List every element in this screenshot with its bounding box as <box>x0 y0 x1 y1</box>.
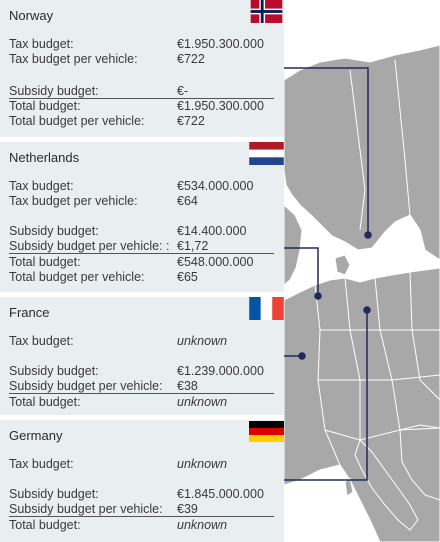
row-label: Tax budget: <box>9 334 74 348</box>
row-value: €534.000.000 <box>177 179 254 193</box>
subsidy-budget-row <box>9 224 274 239</box>
row-label: Subsidy budget: <box>9 84 99 98</box>
germany-connector-dot <box>364 307 370 313</box>
row-value: €1.239.000.000 <box>177 364 264 378</box>
subsidy-budget-row <box>9 487 274 502</box>
row-value: €548.000.000 <box>177 255 254 269</box>
row-label: Subsidy budget per vehicle: <box>9 379 163 393</box>
country-title: Germany <box>9 428 63 443</box>
row-value: €64 <box>177 194 198 208</box>
row-value: unknown <box>177 395 228 409</box>
netherlands-panel <box>0 142 284 292</box>
total-budget-per-vehicle-row <box>9 114 274 129</box>
row-label: Total budget per vehicle: <box>9 114 145 128</box>
row-value: €39 <box>177 502 198 516</box>
france-panel <box>0 297 284 415</box>
tax-budget-row <box>9 457 274 472</box>
germany-panel <box>0 420 284 542</box>
row-label: Total budget per vehicle: <box>9 270 145 284</box>
continent-shape <box>284 268 440 542</box>
france-flag-icon <box>249 297 284 320</box>
row-label: Tax budget: <box>9 179 74 193</box>
subsidy-budget-per-vehicle-row <box>9 379 274 394</box>
row-label: Total budget: <box>9 99 81 113</box>
norway-connector-dot <box>365 232 371 238</box>
germany-flag-icon <box>249 420 284 443</box>
row-value: unknown <box>177 518 228 532</box>
row-value: unknown <box>177 334 228 348</box>
row-label: Tax budget per vehicle: <box>9 52 138 66</box>
row-value: €1,72 <box>177 239 209 253</box>
row-value: €722 <box>177 114 205 128</box>
norway-flag-icon <box>249 0 284 23</box>
britain-shape <box>284 205 302 285</box>
scandinavia-shape <box>284 45 440 260</box>
tax-budget-row <box>9 37 274 52</box>
tax-budget-row <box>9 179 274 194</box>
subsidy-budget-row <box>9 84 274 99</box>
row-label: Tax budget: <box>9 457 74 471</box>
tax-budget-per-vehicle-row <box>9 52 274 67</box>
row-value: €14.400.000 <box>177 224 247 238</box>
row-value: €- <box>177 84 189 98</box>
norway-panel <box>0 0 284 137</box>
row-value: unknown <box>177 457 228 471</box>
country-title: France <box>9 305 50 320</box>
denmark-shape <box>335 255 350 275</box>
netherlands-flag-icon <box>249 142 284 165</box>
total-budget-row <box>9 255 274 270</box>
row-value: €1.950.300.000 <box>177 37 264 51</box>
row-label: Total budget: <box>9 518 81 532</box>
netherlands-connector-dot <box>315 293 321 299</box>
row-value: €65 <box>177 270 198 284</box>
row-label: Subsidy budget per vehicle: : <box>9 239 170 253</box>
row-label: Total budget: <box>9 395 81 409</box>
subsidy-budget-per-vehicle-row <box>9 239 274 254</box>
subsidy-budget-per-vehicle-row <box>9 502 274 517</box>
tax-budget-row <box>9 334 274 349</box>
row-label: Total budget: <box>9 255 81 269</box>
total-budget-row <box>9 395 274 410</box>
row-value: €38 <box>177 379 198 393</box>
row-value: €1.950.300.000 <box>177 99 264 113</box>
row-value: €722 <box>177 52 205 66</box>
row-label: Tax budget: <box>9 37 74 51</box>
country-title: Norway <box>9 8 54 23</box>
country-title: Netherlands <box>9 150 80 165</box>
row-label: Subsidy budget per vehicle: <box>9 502 163 516</box>
row-label: Subsidy budget: <box>9 364 99 378</box>
total-budget-per-vehicle-row <box>9 270 274 285</box>
row-value: €1.845.000.000 <box>177 487 264 501</box>
subsidy-budget-row <box>9 364 274 379</box>
total-budget-row <box>9 99 274 114</box>
row-label: Tax budget per vehicle: <box>9 194 138 208</box>
row-label: Subsidy budget: <box>9 487 99 501</box>
row-label: Subsidy budget: <box>9 224 99 238</box>
tax-budget-per-vehicle-row <box>9 194 274 209</box>
total-budget-row <box>9 518 274 533</box>
france-connector-dot <box>299 353 305 359</box>
